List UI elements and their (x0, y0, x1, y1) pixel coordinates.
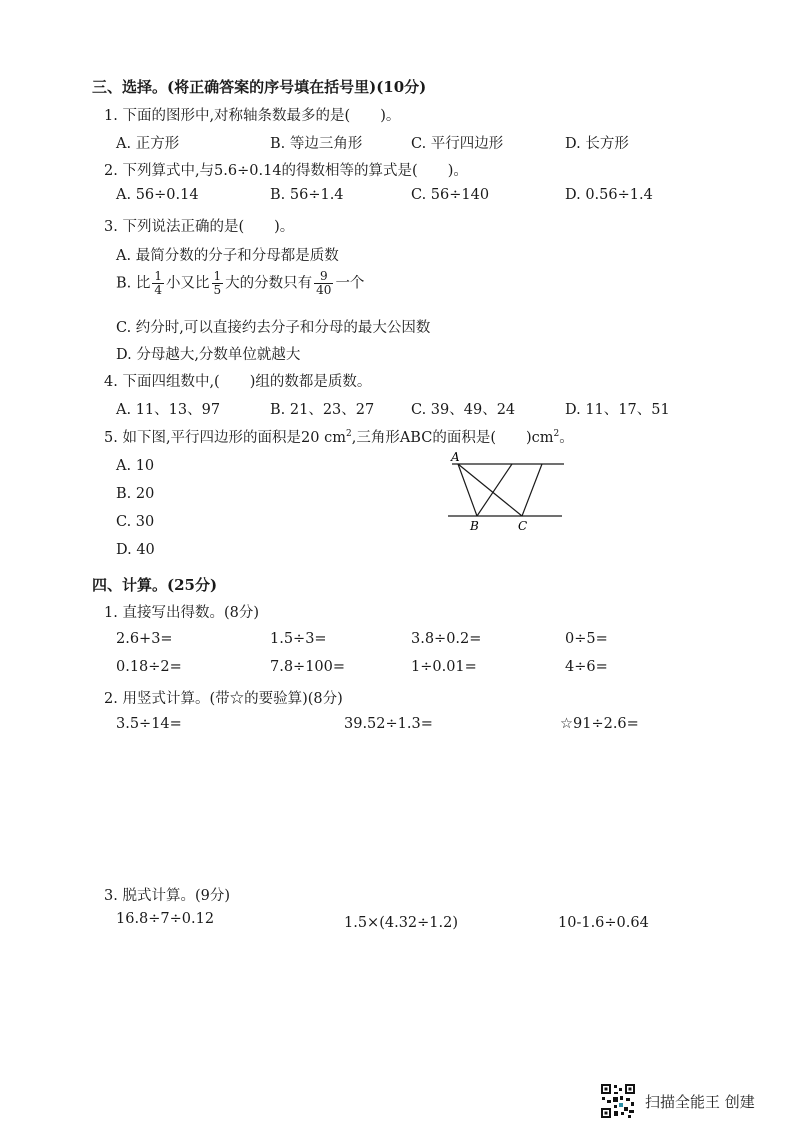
section3-title: 三、选择。(将正确答案的序号填在括号里)(10分) (92, 78, 427, 96)
q5-sup-2: 2 (553, 429, 560, 440)
calc-2-2: 7.8÷100= (270, 659, 346, 675)
calc-1-1: 2.6+3= (116, 631, 173, 647)
label-b: B (470, 519, 479, 533)
q4-stem: 4. 下面四组数中,( (104, 374, 220, 390)
fraction-one-fifth (212, 270, 224, 297)
frac1-numerator: 1 (154, 269, 163, 283)
calc-1-4: 0÷5= (565, 631, 608, 647)
q3-b-text-4: 一个 (335, 275, 365, 292)
q5-stem-end: 。 (559, 430, 574, 446)
q1-stem: 1. 下面的图形中,对称轴条数最多的是( (104, 108, 351, 124)
qr-code-icon (600, 1083, 636, 1119)
q3-option-a: A. 最简分数的分子和分母都是质数 (116, 248, 339, 264)
q3-option-d: D. 分母越大,分数单位就越大 (116, 347, 301, 363)
q5-option-b: B. 20 (116, 486, 155, 502)
q2-option-b: B. 56÷1.4 (270, 187, 344, 203)
q5-option-d: D. 40 (116, 542, 155, 558)
calc-2-1: 0.18÷2= (116, 659, 182, 675)
q1-stem-end: )。 (380, 108, 401, 124)
q5-sup-1: 2 (345, 429, 352, 440)
frac3-numerator: 9 (314, 270, 333, 284)
label-a: A (451, 450, 460, 464)
q1-option-d: D. 长方形 (565, 136, 629, 152)
frac2-numerator: 1 (213, 269, 222, 283)
fraction-one-quarter (152, 270, 164, 297)
q3-b-text-3: 大的分数只有 (225, 275, 313, 292)
frac2-denominator: 5 (213, 283, 222, 297)
q3-option-c: C. 约分时,可以直接约去分子和分母的最大公因数 (116, 320, 431, 336)
q3-b-text-1: B. 比 (116, 275, 151, 292)
q1-option-b: B. 等边三角形 (270, 136, 363, 152)
q5-option-a: A. 10 (116, 458, 155, 474)
q3-option-b (116, 270, 364, 297)
question-4 (104, 370, 371, 391)
q3-stem: 3. 下列说法正确的是( (104, 219, 245, 235)
vertical-calc-3: ☆91÷2.6= (560, 716, 639, 732)
stepwise-calc-3: 10-1.6÷0.64 (558, 915, 649, 931)
parallelogram-right-side (522, 464, 542, 516)
q4-option-c: C. 39、49、24 (411, 402, 516, 418)
q5-option-c: C. 30 (116, 514, 155, 530)
q4-option-b: B. 21、23、27 (270, 402, 375, 418)
question-5 (104, 426, 574, 447)
triangle-side-b (477, 464, 512, 516)
calc-1-3: 3.8÷0.2= (411, 631, 482, 647)
q3-b-text-2: 小又比 (166, 275, 210, 292)
calc-2-4: 4÷6= (565, 659, 608, 675)
vertical-calc-2: 39.52÷1.3= (344, 716, 433, 732)
q1-option-a: A. 正方形 (116, 136, 180, 152)
q2-stem: 2. 下列算式中,与5.6÷0.14的得数相等的算式是( (104, 163, 418, 179)
q2-option-c: C. 56÷140 (411, 187, 490, 203)
fraction-nine-fortieths (314, 270, 333, 297)
part3-title: 3. 脱式计算。(9分) (104, 888, 230, 904)
stepwise-calc-2: 1.5×(4.32÷1.2) (344, 915, 459, 931)
vertical-calc-1: 3.5÷14= (116, 716, 182, 732)
q5-stem-mid: ,三角形ABC的面积是( (351, 430, 496, 446)
q4-stem-end: )组的数都是质数。 (249, 374, 372, 390)
label-c: C (518, 519, 528, 533)
frac3-denominator: 40 (316, 283, 332, 297)
q1-option-c: C. 平行四边形 (411, 136, 504, 152)
stepwise-calc-1: 16.8÷7÷0.12 (116, 911, 215, 927)
question-3 (104, 215, 294, 236)
section4-title: 四、计算。(25分) (92, 576, 218, 594)
q3-stem-end: )。 (274, 219, 295, 235)
footer-watermark: 扫描全能王 创建 (645, 1093, 755, 1111)
q4-option-a: A. 11、13、97 (116, 402, 221, 418)
question-1 (104, 104, 400, 125)
q2-option-a: A. 56÷0.14 (116, 187, 199, 203)
q2-stem-end: )。 (447, 163, 468, 179)
parallelogram-triangle-figure (440, 448, 570, 538)
q5-stem: 5. 如下图,平行四边形的面积是20 cm (104, 430, 346, 446)
calc-1-2: 1.5÷3= (270, 631, 327, 647)
part1-title: 1. 直接写出得数。(8分) (104, 605, 259, 621)
frac1-denominator: 4 (154, 283, 163, 297)
calc-2-3: 1÷0.01= (411, 659, 477, 675)
q5-stem-unit: )cm (525, 430, 554, 446)
question-2 (104, 159, 468, 180)
q2-option-d: D. 0.56÷1.4 (565, 187, 653, 203)
part2-title: 2. 用竖式计算。(带☆的要验算)(8分) (104, 691, 343, 707)
q4-option-d: D. 11、17、51 (565, 402, 670, 418)
